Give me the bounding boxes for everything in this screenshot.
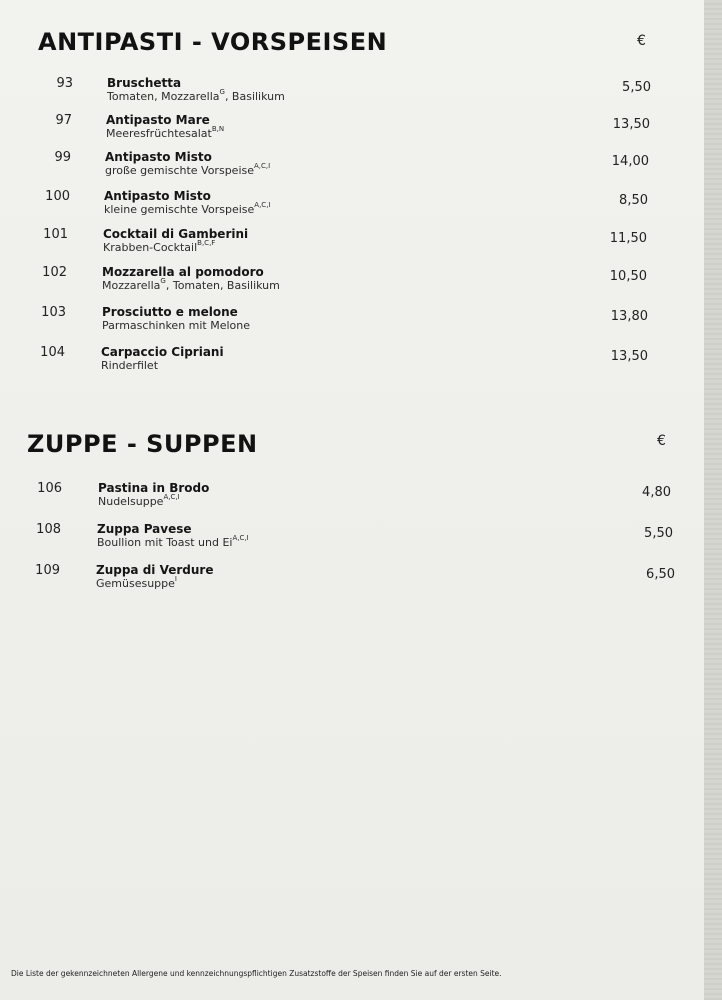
item-name: Bruschetta — [107, 76, 182, 90]
allergen-footer-note: Die Liste der gekennzeichneten Allergene und kennzeichnungspflichtigen Zusatzstoffe der Speisen finden Sie auf der ersten Seite. — [11, 969, 502, 978]
item-number: 99 — [54, 150, 71, 165]
item-price: 13,50 — [612, 117, 650, 132]
item-price: 5,50 — [622, 80, 651, 95]
menu-item-102 — [17, 265, 657, 301]
item-price: 4,80 — [642, 485, 671, 500]
item-number: 93 — [56, 76, 73, 91]
item-name: Zuppa Pavese — [97, 522, 192, 536]
item-number: 100 — [45, 189, 70, 204]
item-name: Antipasto Mare — [106, 113, 210, 127]
item-description: große gemischte Vorspeise$^{A,C,I}$ — [105, 162, 271, 177]
menu-item-101 — [18, 227, 658, 263]
menu-item-99 — [21, 150, 661, 186]
item-description: kleine gemischte Vorspeise$^{A,C,I}$ — [104, 201, 271, 216]
item-description: Rinderfilet — [101, 359, 159, 372]
currency-symbol-antipasti: € — [637, 33, 646, 49]
menu-item-97 — [22, 113, 662, 149]
item-price: 14,00 — [611, 154, 649, 169]
item-description: Boullion mit Toast und $Ei^{A,C,I}$ — [97, 534, 249, 549]
item-description: Parmaschinken mit Melone — [102, 319, 251, 332]
item-description: Gemüsesuppe$^I$ — [96, 575, 177, 590]
page-edge — [704, 0, 722, 1000]
item-number: 108 — [36, 522, 61, 537]
item-price: 13,80 — [610, 309, 648, 324]
item-number: 109 — [35, 563, 60, 578]
item-price: 6,50 — [646, 567, 675, 582]
item-price: 10,50 — [609, 269, 647, 284]
menu-item-100 — [20, 189, 660, 225]
item-name: Pastina in Brodo — [98, 481, 210, 495]
menu-item-104 — [15, 345, 655, 381]
item-price: 8,50 — [619, 193, 648, 208]
item-price: 11,50 — [609, 231, 647, 246]
item-description: Nudelsuppe$^{A,C,I}$ — [98, 493, 180, 508]
item-number: 97 — [55, 113, 72, 128]
item-name: Antipasto Misto — [105, 150, 212, 164]
menu-item-106 — [12, 481, 672, 517]
item-name: Antipasto Misto — [104, 189, 211, 203]
item-number: 106 — [37, 481, 62, 496]
item-price: 13,50 — [610, 349, 648, 364]
menu-item-109 — [10, 563, 680, 599]
currency-symbol-zuppe: € — [657, 433, 666, 449]
item-name: Carpaccio Cipriani — [101, 345, 224, 359]
menu-item-108 — [11, 522, 676, 558]
item-number: 104 — [40, 345, 65, 360]
menu-item-103 — [16, 305, 656, 341]
section-title-antipasti: ANTIPASTI - VORSPEISEN — [38, 28, 388, 56]
item-name: Zuppa di Verdure — [96, 563, 214, 577]
item-price: 5,50 — [644, 526, 673, 541]
item-number: 102 — [42, 265, 67, 280]
item-name: Prosciutto e melone — [102, 305, 238, 319]
item-name: Cocktail di Gamberini — [103, 227, 249, 241]
item-description: Meeresfrüchtesalat$^{B,N}$ — [106, 125, 225, 140]
item-description: Tomaten, Mozzarella$^G$, Basilikum — [107, 88, 285, 103]
menu-item-93 — [23, 76, 663, 112]
item-description: Krabben-Cocktail$^{B,C,F}$ — [103, 239, 216, 254]
item-number: 101 — [43, 227, 68, 242]
item-description: Mozzarella$^G$, Tomaten, Basilikum — [102, 277, 280, 292]
item-number: 103 — [41, 305, 66, 320]
section-title-zuppe: ZUPPE - SUPPEN — [27, 430, 258, 458]
item-name: Mozzarella al pomodoro — [102, 265, 264, 279]
